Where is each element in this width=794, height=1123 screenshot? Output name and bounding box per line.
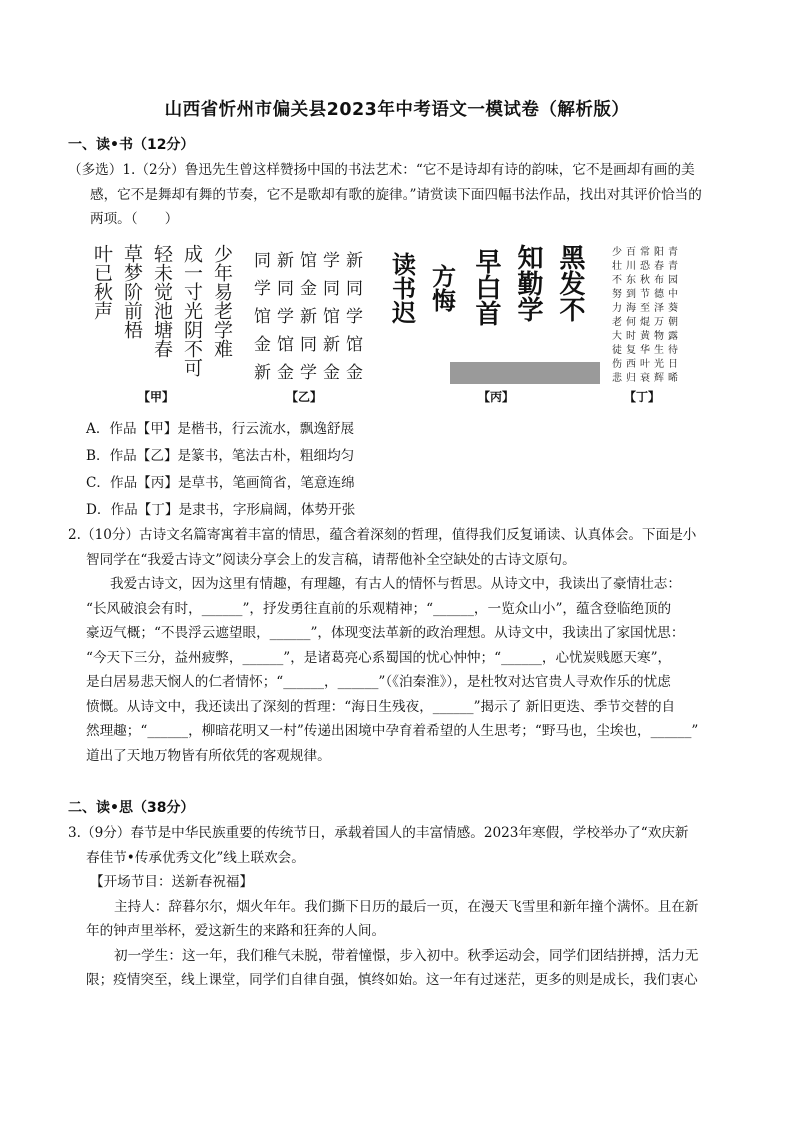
svg-text:衰: 衰 bbox=[640, 373, 650, 384]
question-3-line: 限；疫情突至，线上课堂，同学们自律自强，慎终如始。这一年有过迷茫，更多的则是成长，我们衷心 bbox=[86, 972, 698, 988]
svg-text:秋: 秋 bbox=[640, 275, 650, 286]
svg-text:同: 同 bbox=[277, 279, 294, 299]
calligraphy-jia-col: 叶已秋声 bbox=[91, 244, 113, 320]
svg-text:不: 不 bbox=[612, 275, 622, 286]
svg-text:馆: 馆 bbox=[323, 307, 340, 327]
svg-text:布: 布 bbox=[654, 275, 664, 286]
calligraphy-jia-col: 成一寸光阴不可 bbox=[181, 244, 203, 377]
svg-text:伤: 伤 bbox=[612, 359, 622, 370]
svg-text:叶: 叶 bbox=[640, 359, 650, 370]
svg-text:同: 同 bbox=[323, 279, 340, 299]
question-2-line: 是白居易悲天悯人的仁者情怀；“______，______”（《泊秦淮》），是杜牧对达官贵人寻欢作乐的忧虑 bbox=[86, 674, 671, 690]
svg-text:青: 青 bbox=[668, 247, 678, 258]
svg-text:春: 春 bbox=[654, 261, 664, 272]
clerical-script-grid bbox=[612, 245, 678, 384]
option-c[interactable]: C．作品【丙】是草书，笔画简省，笔意连绵 bbox=[86, 475, 355, 491]
question-1-line: （多选）1.（2分）鲁迅先生曾这样赞扬中国的书法艺术：“它不是诗却有诗的韵味，它不是画却有画的美 bbox=[68, 162, 695, 178]
calligraphy-bing-col: 读书迟 bbox=[387, 252, 417, 324]
question-1-line: 感，它不是舞却有舞的节奏，它不是歌却有歌的旋律。”请赏读下面四幅书法作品，找出对其评价恰当的 bbox=[90, 186, 702, 203]
section-heading-1: 一、读•书（12分） bbox=[68, 137, 195, 153]
svg-text:常: 常 bbox=[640, 247, 650, 258]
question-2-line: “今天下三分，益州疲弊，______”，是诸葛亮心系蜀国的忧心忡忡；“______，心忧炭贱愿天寒”， bbox=[86, 649, 672, 666]
svg-text:华: 华 bbox=[640, 345, 650, 356]
calligraphy-bing-col: 方悔 bbox=[427, 264, 457, 312]
svg-text:学: 学 bbox=[300, 363, 317, 383]
svg-text:金: 金 bbox=[300, 279, 317, 299]
calligraphy-jia bbox=[92, 244, 242, 386]
svg-text:青: 青 bbox=[668, 261, 678, 272]
svg-text:生: 生 bbox=[654, 345, 664, 356]
calligraphy-jia-col: 轻未觉池塘春 bbox=[151, 244, 173, 358]
svg-text:同: 同 bbox=[254, 251, 271, 271]
svg-text:朝: 朝 bbox=[668, 317, 678, 328]
question-1-line: 两项。（ ） bbox=[90, 211, 179, 227]
svg-text:百: 百 bbox=[626, 247, 636, 258]
question-3-line: 初一学生：这一年，我们稚气未脱，带着憧憬，步入初中。秋季运动会，同学们团结拼搏，活力无 bbox=[114, 947, 699, 964]
svg-text:黄: 黄 bbox=[640, 331, 650, 342]
label-yi: 【乙】 bbox=[286, 390, 323, 404]
question-2-line: 然理趣；“______，柳暗花明又一村”传递出困境中孕育着希望的人生思考；“野马也，尘埃也，______” bbox=[86, 723, 699, 739]
svg-text:中: 中 bbox=[668, 289, 678, 300]
svg-text:日: 日 bbox=[668, 359, 678, 370]
svg-text:馆: 馆 bbox=[277, 335, 294, 355]
svg-text:德: 德 bbox=[654, 289, 664, 300]
question-2-line: 2.（10分）古诗文名篇寄寓着丰富的情思，蕴含着深刻的哲理，值得我们反复诵读、认真体会。下面是小 bbox=[68, 527, 697, 543]
svg-text:待: 待 bbox=[668, 345, 678, 356]
svg-text:金: 金 bbox=[277, 363, 294, 383]
svg-text:露: 露 bbox=[668, 331, 678, 342]
question-2 bbox=[68, 523, 698, 768]
svg-text:馆: 馆 bbox=[254, 307, 271, 327]
question-2-line: 愤慨。从诗文中，我还读出了深刻的哲理：“海日生残夜，______”揭示了 新旧更迭、季节交替的自 bbox=[86, 698, 676, 715]
label-ding: 【丁】 bbox=[624, 390, 661, 404]
option-a[interactable]: A．作品【甲】是楷书，行云流水，飘逸舒展 bbox=[86, 421, 355, 437]
svg-text:何: 何 bbox=[626, 317, 636, 328]
svg-text:力: 力 bbox=[612, 303, 622, 314]
svg-text:大: 大 bbox=[612, 331, 622, 342]
question-3-line: 主持人：辞暮尔尔，烟火年年。我们撕下日历的最后一页，在漫天飞雪里和新年撞个满怀。且在新 bbox=[114, 898, 699, 915]
svg-text:同: 同 bbox=[300, 335, 317, 355]
calligraphy-bing-col: 黑发不 bbox=[555, 244, 585, 322]
svg-text:学: 学 bbox=[346, 307, 363, 327]
svg-text:归: 归 bbox=[626, 373, 636, 384]
svg-text:万: 万 bbox=[654, 317, 664, 328]
svg-text:壮: 壮 bbox=[612, 261, 622, 272]
question-2-line: 智同学在“我爱古诗文”阅读分享会上的发言稿，请帮他补全空缺处的古诗文原句。 bbox=[86, 551, 576, 568]
svg-text:川: 川 bbox=[626, 261, 636, 272]
exam-title: 山西省忻州市偏关县2023年中考语文一模试卷（解析版） bbox=[164, 100, 630, 120]
svg-text:学: 学 bbox=[254, 279, 271, 299]
section-heading-2: 二、读•思（38分） bbox=[68, 800, 195, 816]
question-3-line: 年的钟声里举杯，爱这新生的来路和狂奔的人间。 bbox=[86, 923, 386, 939]
svg-text:恐: 恐 bbox=[640, 261, 650, 272]
svg-text:复: 复 bbox=[626, 345, 636, 356]
svg-text:泽: 泽 bbox=[654, 303, 664, 314]
question-2-line: 我爱古诗文，因为这里有情趣，有理趣，有古人的情怀与哲思。从诗文中，我读出了豪情壮志： bbox=[110, 576, 681, 592]
svg-text:新: 新 bbox=[254, 363, 271, 383]
label-jia: 【甲】 bbox=[138, 390, 175, 404]
question-3-line: 3.（9分）春节是中华民族重要的传统节日，承载着国人的丰富情感。2023年寒假，学校举办了“欢庆新 bbox=[68, 825, 689, 841]
calligraphy-ding bbox=[610, 244, 686, 386]
svg-text:焜: 焜 bbox=[640, 317, 650, 328]
svg-text:同: 同 bbox=[346, 279, 363, 299]
calligraphy-bing-col: 知勤学 bbox=[513, 244, 543, 322]
calligraphy-yi bbox=[250, 244, 368, 386]
svg-text:金: 金 bbox=[323, 363, 340, 383]
question-2-line: 豪迈气概；“不畏浮云遮望眼，______”，体现变法革新的政治理想。从诗文中，我读出了家国忧思： bbox=[86, 625, 685, 641]
svg-text:悲: 悲 bbox=[612, 373, 622, 384]
question-2-line: “长风破浪会有时，______”，抒发勇往直前的乐观精神；“______，一览众山小”，蕴含登临绝顶的 bbox=[86, 600, 672, 617]
svg-text:馆: 馆 bbox=[300, 251, 317, 271]
svg-text:西: 西 bbox=[626, 359, 636, 370]
svg-text:到: 到 bbox=[626, 289, 636, 300]
svg-text:阳: 阳 bbox=[654, 247, 664, 258]
option-b[interactable]: B．作品【乙】是篆书，笔法古朴，粗细均匀 bbox=[86, 448, 355, 464]
svg-text:至: 至 bbox=[640, 303, 650, 314]
seal-script-grid bbox=[254, 251, 363, 383]
question-3-subheading: 【开场节目：送新春祝福】 bbox=[90, 874, 254, 890]
label-bing: 【丙】 bbox=[478, 390, 515, 404]
svg-text:晞: 晞 bbox=[668, 373, 678, 384]
svg-text:少: 少 bbox=[612, 247, 622, 258]
svg-text:努: 努 bbox=[612, 289, 622, 300]
svg-text:金: 金 bbox=[254, 335, 271, 355]
svg-text:金: 金 bbox=[346, 363, 363, 383]
calligraphy-jia-col: 少年易老学难 bbox=[211, 244, 233, 358]
svg-text:新: 新 bbox=[300, 307, 317, 327]
calligraphy-bing-col: 早白首 bbox=[471, 248, 501, 326]
svg-text:新: 新 bbox=[346, 251, 363, 271]
svg-text:光: 光 bbox=[654, 359, 664, 370]
svg-text:新: 新 bbox=[277, 251, 294, 271]
svg-text:徒: 徒 bbox=[612, 345, 622, 356]
svg-text:学: 学 bbox=[323, 251, 340, 271]
svg-text:新: 新 bbox=[323, 335, 340, 355]
question-1-stem bbox=[68, 158, 702, 232]
question-2-line: 道出了天地万物皆有所依凭的客观规律。 bbox=[86, 747, 331, 764]
svg-text:葵: 葵 bbox=[668, 303, 678, 314]
question-3 bbox=[68, 821, 699, 993]
svg-text:学: 学 bbox=[277, 307, 294, 327]
svg-text:辉: 辉 bbox=[654, 373, 664, 384]
option-d[interactable]: D．作品【丁】是隶书，字形扁阔，体势开张 bbox=[86, 502, 356, 518]
svg-text:馆: 馆 bbox=[346, 335, 363, 355]
svg-text:时: 时 bbox=[626, 331, 636, 342]
svg-text:海: 海 bbox=[626, 303, 636, 314]
svg-text:东: 东 bbox=[626, 275, 636, 286]
svg-text:物: 物 bbox=[654, 331, 664, 342]
svg-text:园: 园 bbox=[668, 275, 678, 286]
calligraphy-bing bbox=[387, 244, 602, 386]
question-3-line: 春佳节•传承优秀文化”线上联欢会。 bbox=[86, 849, 305, 866]
svg-text:节: 节 bbox=[640, 289, 650, 300]
svg-text:老: 老 bbox=[612, 317, 622, 328]
calligraphy-jia-col: 草梦阶前梧 bbox=[121, 244, 143, 339]
